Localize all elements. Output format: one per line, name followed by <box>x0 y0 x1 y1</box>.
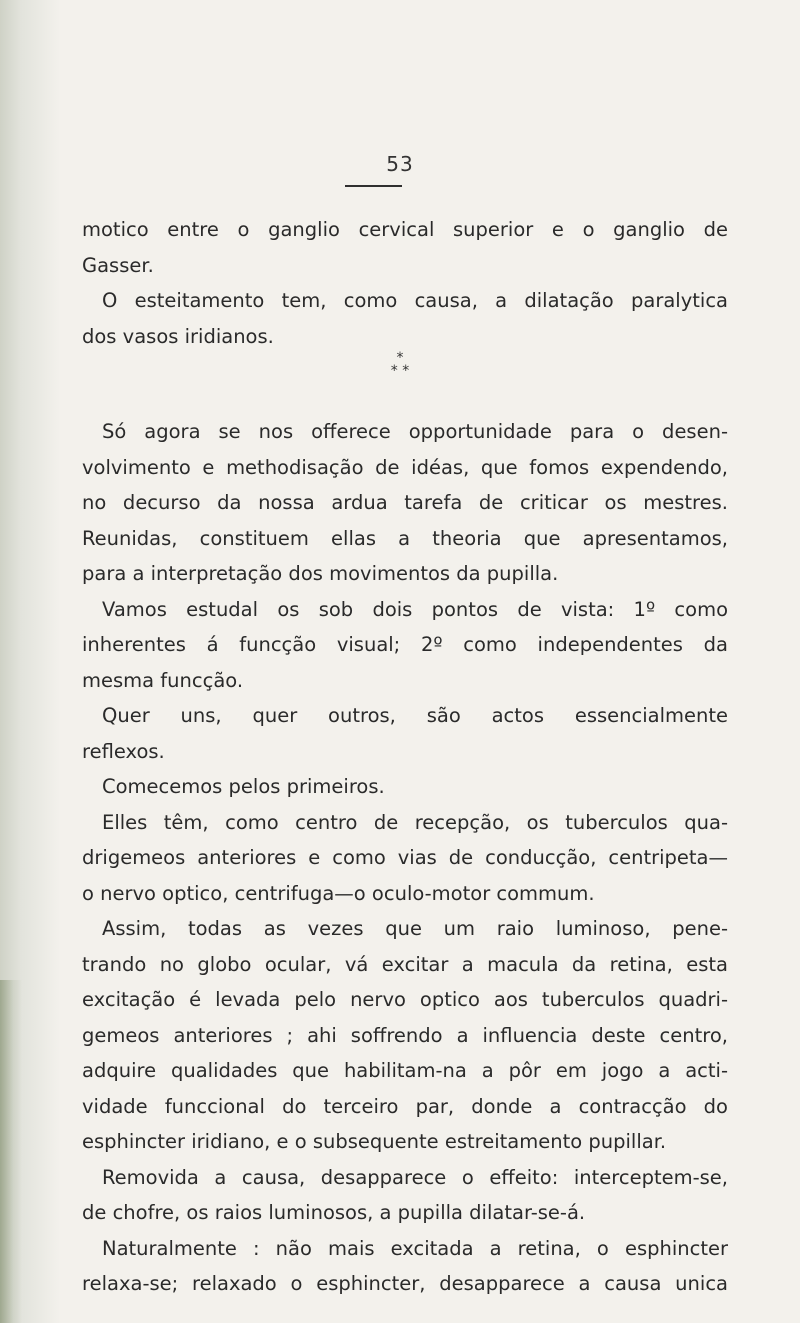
page-edge-shadow-lower <box>0 980 22 1323</box>
page-number-rule <box>345 185 402 187</box>
asterism-bottom: * * <box>390 363 410 379</box>
text-line: inherentes á funcção visual; 2º como independentes da <box>82 633 728 656</box>
text-line: Gasser. <box>82 253 154 277</box>
paragraph-block-1 <box>82 212 728 354</box>
text-line: Removida a causa, desapparece o effeito: interceptem-se, <box>102 1165 728 1189</box>
text-line: reflexos. <box>82 739 165 763</box>
text-line: O esteitamento tem, como causa, a dilatação paralytica <box>102 289 728 312</box>
text-line: vidade funccional do terceiro par, donde a contracção do <box>82 1094 728 1118</box>
text-line: de chofre, os raios luminosos, a pupilla dilatar-se-á. <box>82 1201 586 1224</box>
text-line: relaxa-se; relaxado o esphincter, desapparece a causa unica <box>82 1272 728 1295</box>
text-line: esphincter iridiano, e o subsequente estreitamento pupillar. <box>82 1130 667 1153</box>
text-line: Assim, todas as vezes que um raio luminoso, pene- <box>102 917 728 940</box>
text-line: Só agora se nos offerece opportunidade para o desen- <box>102 420 728 443</box>
text-line: Naturalmente : não mais excitada a retina, o esphincter <box>102 1236 728 1260</box>
text-line: trando no globo ocular, vá excitar a macula da retina, esta <box>82 952 728 976</box>
text-line: no decurso da nossa ardua tarefa de criticar os mestres. <box>82 491 728 514</box>
text-line: adquire qualidades que habilitam-na a pôr em jogo a acti- <box>82 1059 728 1082</box>
text-line: gemeos anteriores ; ahi soffrendo a influencia deste centro, <box>82 1023 728 1047</box>
text-line: motico entre o ganglio cervical superior e o ganglio de <box>82 218 728 241</box>
page-number: 53 <box>386 152 414 176</box>
text-line: Comecemos pelos primeiros. <box>102 775 385 798</box>
paragraph-block-2 <box>82 414 728 1302</box>
text-line: excitação é levada pelo nervo optico aos tuberculos quadri- <box>82 988 728 1011</box>
text-line: Vamos estudal os sob dois pontos de vista: 1º como <box>102 597 728 621</box>
text-line: Elles têm, como centro de recepção, os tuberculos qua- <box>102 810 728 834</box>
text-line: drigemeos anteriores e como vias de conducção, centripeta— <box>82 846 728 869</box>
asterism-divider <box>0 352 800 378</box>
text-line: Quer uns, quer outros, são actos essencialmente <box>102 704 728 727</box>
text-line: para a interpretação dos movimentos da pupilla. <box>82 562 559 585</box>
text-line: mesma funcção. <box>82 668 244 692</box>
text-line: o nervo optico, centrifuga—o oculo-motor commum. <box>82 881 595 905</box>
asterism-top: * <box>396 350 404 366</box>
text-line: volvimento e methodisação de idéas, que fomos expendendo, <box>82 455 728 479</box>
text-line: dos vasos iridianos. <box>82 324 274 348</box>
text-line: Reunidas, constituem ellas a theoria que apresentamos, <box>82 526 728 550</box>
